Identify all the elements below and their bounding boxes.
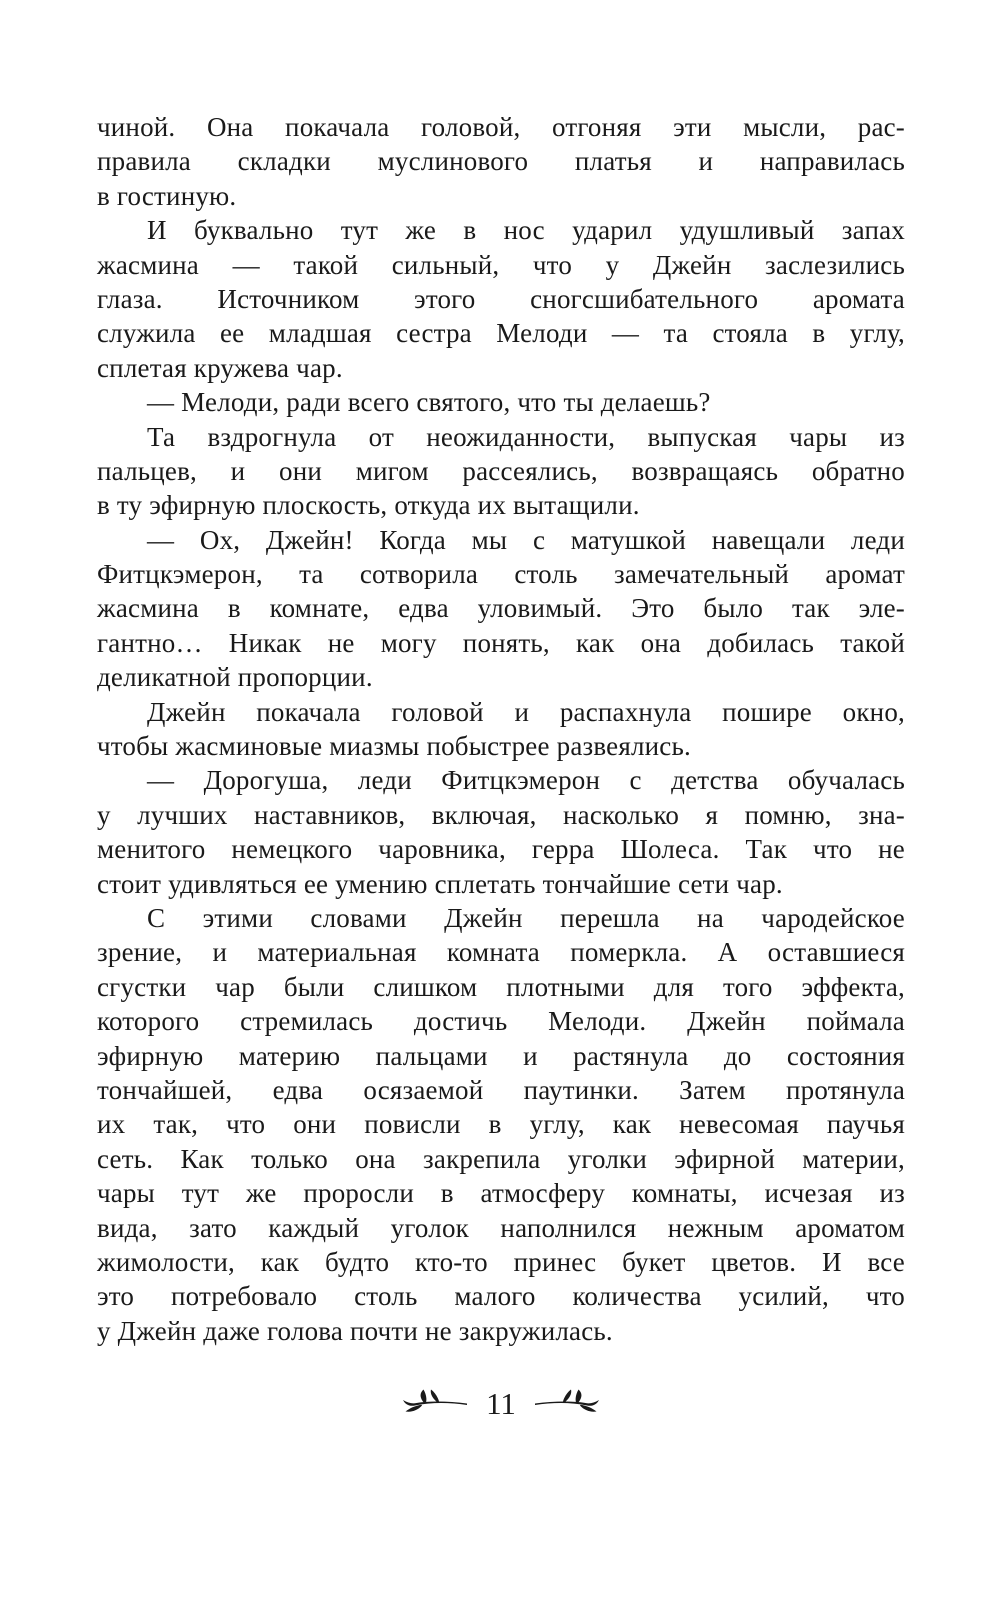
text-line: сгустки чар были слишком плотными для того эффекта, xyxy=(97,971,905,1002)
text-line: жасмина — такой сильный, что у Джейн заслезились xyxy=(97,249,905,280)
text-line: менитого немецкого чаровника, герра Шолеса. Так что не xyxy=(97,834,905,865)
text-line: жимолости, как будто кто-то принес букет цветов. И все xyxy=(97,1246,905,1277)
page-text xyxy=(97,110,905,1348)
text-line: в гостиную. xyxy=(97,180,237,211)
text-line: правила складки муслинового платья и направилась xyxy=(97,146,905,177)
text-line: чтобы жасминовые миазмы побыстрее развеялись. xyxy=(97,731,691,762)
text-line: у Джейн даже голова почти не закружилась. xyxy=(97,1315,613,1346)
text-line: Та вздрогнула от неожиданности, выпуская чары из xyxy=(147,421,905,452)
text-line: С этими словами Джейн перешла на чародейское xyxy=(147,902,905,933)
text-line: тончайшей, едва осязаемой паутинки. Затем протянула xyxy=(97,1074,905,1105)
text-line: Джейн покачала головой и распахнула пошире окно, xyxy=(147,696,905,727)
text-line: деликатной пропорции. xyxy=(97,662,373,693)
text-line: жасмина в комнате, едва уловимый. Это было так эле- xyxy=(97,593,905,624)
text-line: это потребовало столь малого количества усилий, что xyxy=(97,1281,905,1312)
text-line: служила ее младшая сестра Мелоди — та стояла в углу, xyxy=(97,318,905,349)
text-line: сплетая кружева чар. xyxy=(97,352,343,383)
text-line: зрение, и материальная комната померкла. А оставшиеся xyxy=(97,937,905,968)
text-line: Фитцкэмерон, та сотворила столь замечательный аромат xyxy=(97,559,905,590)
page-footer xyxy=(97,1384,905,1424)
text-line: пальцев, и они мигом рассеялись, возвращаясь обратно xyxy=(97,455,905,486)
text-line: — Мелоди, ради всего святого, что ты делаешь? xyxy=(147,387,711,418)
text-line: в ту эфирную плоскость, откуда их вытащили. xyxy=(97,490,640,521)
text-line: глаза. Источником этого сногсшибательного аромата xyxy=(97,283,905,314)
leaf-sprig-left-icon xyxy=(402,1389,468,1419)
leaf-sprig-right-icon xyxy=(534,1389,600,1419)
text-line: которого стремилась достичь Мелоди. Джейн поймала xyxy=(97,1006,905,1037)
text-line: их так, что они повисли в углу, как невесомая паучья xyxy=(97,1109,905,1140)
text-line: И буквально тут же в нос ударил удушливый запах xyxy=(147,215,905,246)
text-line: чиной. Она покачала головой, отгоняя эти мысли, рас- xyxy=(97,112,905,142)
page-number: 11 xyxy=(486,1386,516,1421)
text-line: эфирную материю пальцами и растянула до состояния xyxy=(97,1040,905,1071)
text-line: у лучших наставников, включая, насколько я помню, зна- xyxy=(97,799,905,830)
text-line: чары тут же проросли в атмосферу комнаты, исчезая из xyxy=(97,1178,905,1209)
text-line: — Ох, Джейн! Когда мы с матушкой навещали леди xyxy=(147,524,905,555)
text-line: стоит удивляться ее умению сплетать тончайшие сети чар. xyxy=(97,868,783,899)
text-line: сеть. Как только она закрепила уголки эфирной материи, xyxy=(97,1143,905,1174)
text-line: — Дорогуша, леди Фитцкэмерон с детства обучалась xyxy=(147,765,905,796)
text-line: вида, зато каждый уголок наполнился нежным ароматом xyxy=(97,1212,905,1243)
text-line: гантно… Никак не могу понять, как она добилась такой xyxy=(97,627,905,658)
